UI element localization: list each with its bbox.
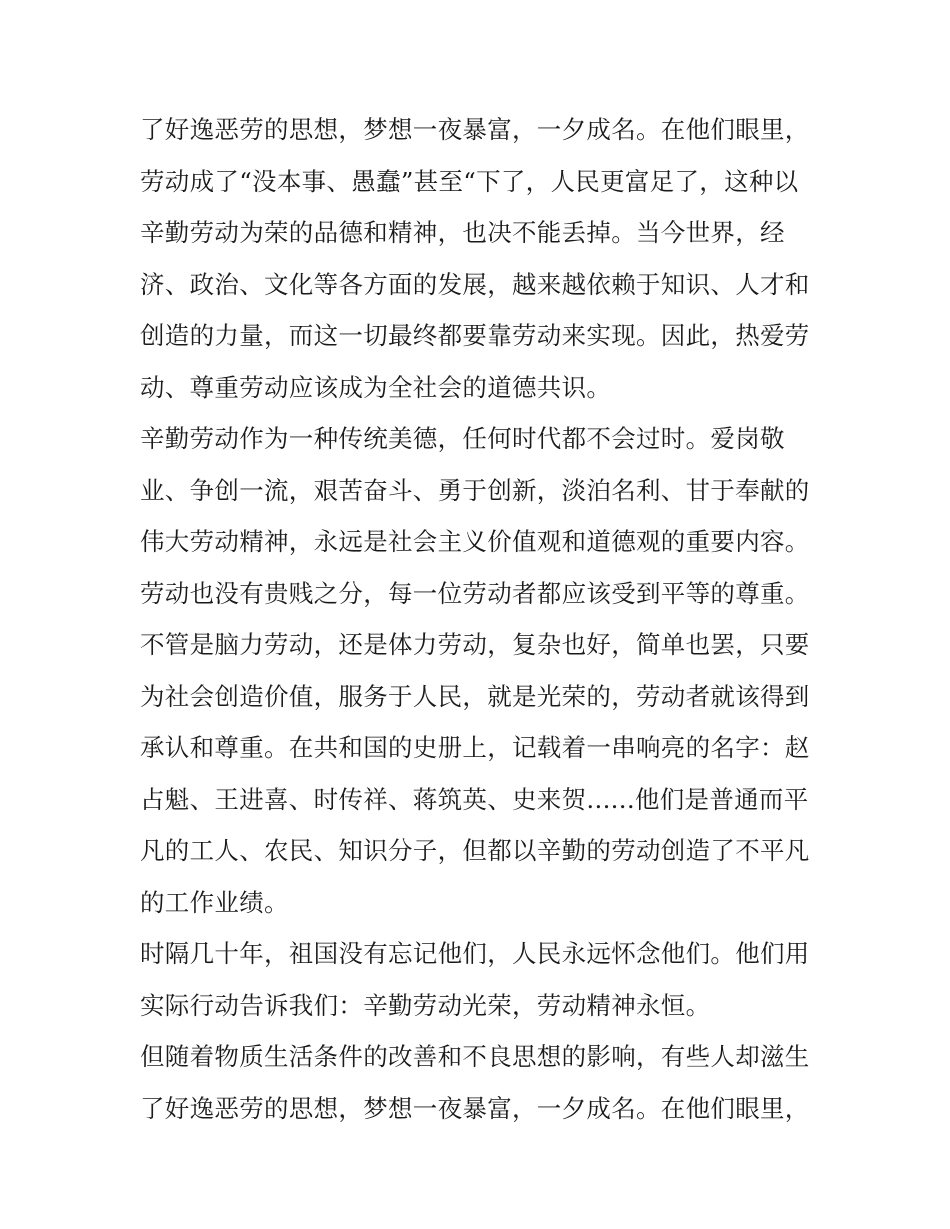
text-line: 辛勤劳动为荣的品德和精神，也决不能丢掉。当今世界，经 [140,218,785,247]
text-line: 济、政治、文化等各方面的发展，越来越依赖于知识、人才和 [140,269,810,299]
text-line: 动、尊重劳动应该成为全社会的道德共识。 [140,372,612,402]
text-line: 时隔几十年，祖国没有忘记他们，人民永远怀念他们。他们用 [140,939,810,968]
text-line: 了好逸恶劳的思想，梦想一夜暴富，一夕成名。在他们眼里， [140,1093,810,1123]
text-line: 实际行动告诉我们：辛勤劳动光荣，劳动精神永恒。 [140,990,711,1020]
text-line: 了好逸恶劳的思想，梦想一夜暴富，一夕成名。在他们眼里， [140,115,810,144]
text-line: 的工作业绩。 [140,887,289,917]
text-line: 但随着物质生活条件的改善和不良思想的影响，有些人却滋生 [140,1042,810,1071]
text-line: 为社会创造价值，服务于人民，就是光荣的，劳动者就该得到 [140,681,810,711]
text-line: 凡的工人、农民、知识分子，但都以辛勤的劳动创造了不平凡 [140,836,810,865]
body-text [140,104,820,1134]
text-line: 承认和尊重。在共和国的史册上，记载着一串响亮的名字：赵 [140,733,810,762]
text-line: 劳动也没有贵贱之分，每一位劳动者都应该受到平等的尊重。 [140,578,810,608]
text-line: 不管是脑力劳动，还是体力劳动，复杂也好，简单也罢，只要 [140,630,810,659]
text-line: 伟大劳动精神，永远是社会主义价值观和道德观的重要内容。 [140,527,810,556]
text-line: 占魁、王进喜、时传祥、蒋筑英、史来贺......他们是普通而平 [140,784,809,814]
text-line: 辛勤劳动作为一种传统美德，任何时代都不会过时。爱岗敬 [140,424,785,453]
text-line: 创造的力量，而这一切最终都要靠劳动来实现。因此，热爱劳 [140,321,810,350]
text-line: 劳动成了“没本事、愚蠢”甚至“下了，人民更富足了，这种以 [140,166,799,196]
text-line: 业、争创一流，艰苦奋斗、勇于创新，淡泊名利、甘于奉献的 [140,475,810,505]
